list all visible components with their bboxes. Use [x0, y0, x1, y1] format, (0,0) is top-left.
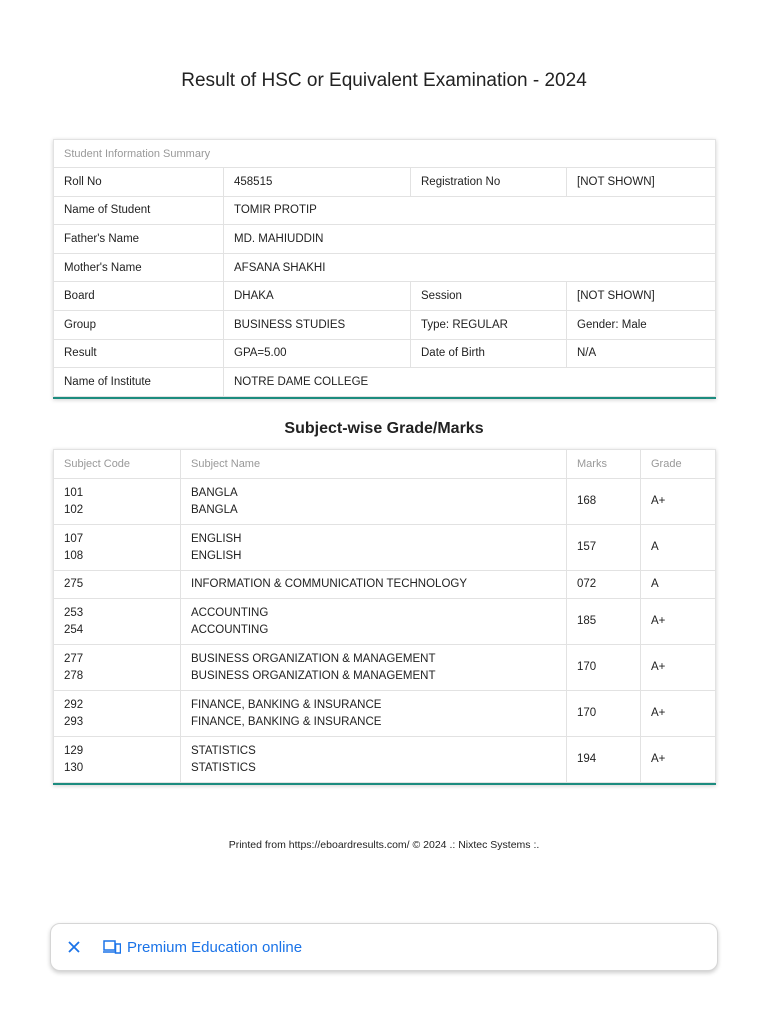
subject-name-cell-text: FINANCE, BANKING & INSURANCE — [191, 715, 382, 728]
subject-name-cell-text: STATISTICS — [191, 761, 256, 774]
info-row-result — [54, 339, 716, 368]
subject-name-cell — [181, 645, 567, 691]
subject-code-cell-text: 293 — [64, 715, 84, 728]
info-row-mother — [54, 253, 716, 282]
info-value: DHAKA — [224, 282, 411, 311]
info-key: Registration No — [411, 168, 567, 197]
info-value: BUSINESS STUDIES — [224, 310, 411, 339]
marks-cell-text: 072 — [577, 578, 597, 590]
grade-cell — [641, 525, 716, 571]
subject-code-cell-text: 275 — [64, 578, 84, 590]
marks-cell-text: 170 — [577, 661, 597, 673]
subject-code-cell-text: 278 — [64, 669, 84, 682]
subject-code-cell-text: 129 — [64, 744, 84, 757]
grade-card — [53, 449, 716, 785]
grade-cell-text: A+ — [651, 615, 666, 627]
grade-cell — [641, 645, 716, 691]
column-header-grade: Grade — [641, 450, 716, 479]
summary-label: Student Information Summary — [54, 140, 716, 168]
subject-name-cell — [181, 599, 567, 645]
subject-code-cell — [54, 571, 181, 599]
info-value: NOTRE DAME COLLEGE — [224, 368, 716, 397]
grade-row — [54, 645, 716, 691]
marks-cell — [567, 599, 641, 645]
subject-name-cell — [181, 737, 567, 783]
marks-cell-text: 170 — [577, 707, 597, 719]
subject-name-cell-text: BUSINESS ORGANIZATION & MANAGEMENT — [191, 669, 436, 682]
grade-cell-text: A — [651, 541, 659, 553]
subject-name-cell — [181, 571, 567, 599]
student-info-table — [53, 139, 716, 397]
grade-cell — [641, 571, 716, 599]
info-key: Date of Birth — [411, 339, 567, 368]
subject-code-cell-text: 277 — [64, 652, 84, 665]
info-row-roll — [54, 168, 716, 197]
subject-name-cell — [181, 479, 567, 525]
subject-name-cell-text: FINANCE, BANKING & INSURANCE — [191, 698, 382, 711]
info-row-name — [54, 196, 716, 225]
info-value: MD. MAHIUDDIN — [224, 225, 716, 254]
info-row-group — [54, 310, 716, 339]
info-value: [NOT SHOWN] — [567, 282, 716, 311]
subject-name-cell-text: STATISTICS — [191, 744, 256, 757]
marks-cell — [567, 479, 641, 525]
grade-table — [53, 449, 716, 783]
info-key: Name of Student — [54, 196, 224, 225]
grade-row — [54, 479, 716, 525]
grade-cell-text: A+ — [651, 495, 666, 507]
subject-name-cell-text: ACCOUNTING — [191, 606, 269, 619]
grade-header-row — [54, 450, 716, 479]
info-key: Father's Name — [54, 225, 224, 254]
footer-text: Printed from https://eboardresults.com/ © 2024 .: Nixtec Systems :. — [228, 839, 540, 851]
marks-cell-text: 194 — [577, 753, 597, 765]
summary-row — [54, 140, 716, 168]
info-key: Session — [411, 282, 567, 311]
grade-cell-text: A — [651, 578, 659, 590]
ad-bar — [50, 923, 718, 971]
devices-icon — [103, 940, 121, 954]
info-value: [NOT SHOWN] — [567, 168, 716, 197]
close-icon-glyph — [68, 941, 80, 953]
marks-cell-text: 168 — [577, 495, 597, 507]
marks-cell-text: 157 — [577, 541, 597, 553]
info-key: Roll No — [54, 168, 224, 197]
marks-cell — [567, 691, 641, 737]
subject-name-cell — [181, 691, 567, 737]
close-icon[interactable] — [63, 936, 85, 958]
grade-rows — [54, 479, 716, 783]
info-key: Group — [54, 310, 224, 339]
page-title: Result of HSC or Equivalent Examination - 2024 — [181, 70, 587, 91]
grade-cell-text: A+ — [651, 661, 666, 673]
subject-name-cell-text: BANGLA — [191, 503, 238, 516]
subject-name-cell-text: ENGLISH — [191, 549, 242, 562]
column-header-marks: Marks — [567, 450, 641, 479]
info-key: Name of Institute — [54, 368, 224, 397]
marks-cell — [567, 525, 641, 571]
grade-cell-text: A+ — [651, 707, 666, 719]
info-value: Gender: Male — [567, 310, 716, 339]
marks-cell-text: 185 — [577, 615, 597, 627]
info-value: GPA=5.00 — [224, 339, 411, 368]
subject-code-cell — [54, 737, 181, 783]
marks-cell — [567, 737, 641, 783]
marks-cell — [567, 645, 641, 691]
info-value: AFSANA SHAKHI — [224, 253, 716, 282]
subject-code-cell — [54, 599, 181, 645]
grade-cell — [641, 691, 716, 737]
subject-code-cell-text: 102 — [64, 503, 84, 516]
info-value: Type: REGULAR — [411, 310, 567, 339]
subject-name-cell-text: ACCOUNTING — [191, 623, 269, 636]
info-key: Result — [54, 339, 224, 368]
subject-name-cell-text: BANGLA — [191, 486, 238, 499]
subject-name-cell-text: INFORMATION & COMMUNICATION TECHNOLOGY — [191, 578, 468, 590]
info-value: N/A — [567, 339, 716, 368]
info-value: TOMIR PROTIP — [224, 196, 716, 225]
subject-code-cell-text: 130 — [64, 761, 84, 774]
grade-cell-text: A+ — [651, 753, 666, 765]
student-info-card — [53, 139, 716, 399]
subject-code-cell-text: 101 — [64, 486, 84, 499]
subject-name-cell — [181, 525, 567, 571]
subject-name-cell-text: BUSINESS ORGANIZATION & MANAGEMENT — [191, 652, 436, 665]
info-row-father — [54, 225, 716, 254]
info-value: 458515 — [224, 168, 411, 197]
grade-row — [54, 571, 716, 599]
info-key: Board — [54, 282, 224, 311]
grade-row — [54, 691, 716, 737]
subject-code-cell — [54, 479, 181, 525]
subject-code-cell-text: 253 — [64, 606, 84, 619]
section-title: Subject-wise Grade/Marks — [284, 420, 484, 437]
grade-row — [54, 525, 716, 571]
subject-code-cell-text: 108 — [64, 549, 84, 562]
marks-cell — [567, 571, 641, 599]
subject-name-cell-text: ENGLISH — [191, 532, 242, 545]
ad-link[interactable] — [103, 939, 302, 956]
subject-code-cell — [54, 645, 181, 691]
column-header-code: Subject Code — [54, 450, 181, 479]
info-row-institute — [54, 368, 716, 397]
subject-code-cell — [54, 525, 181, 571]
subject-code-cell-text: 107 — [64, 532, 84, 545]
grade-cell — [641, 479, 716, 525]
subject-code-cell — [54, 691, 181, 737]
column-header-name: Subject Name — [181, 450, 567, 479]
grade-cell — [641, 599, 716, 645]
ad-link-label: Premium Education online — [127, 938, 303, 956]
subject-code-cell-text: 254 — [64, 623, 84, 636]
subject-code-cell-text: 292 — [64, 698, 84, 711]
grade-cell — [641, 737, 716, 783]
grade-row — [54, 599, 716, 645]
info-key: Mother's Name — [54, 253, 224, 282]
grade-row — [54, 737, 716, 783]
info-row-board — [54, 282, 716, 311]
